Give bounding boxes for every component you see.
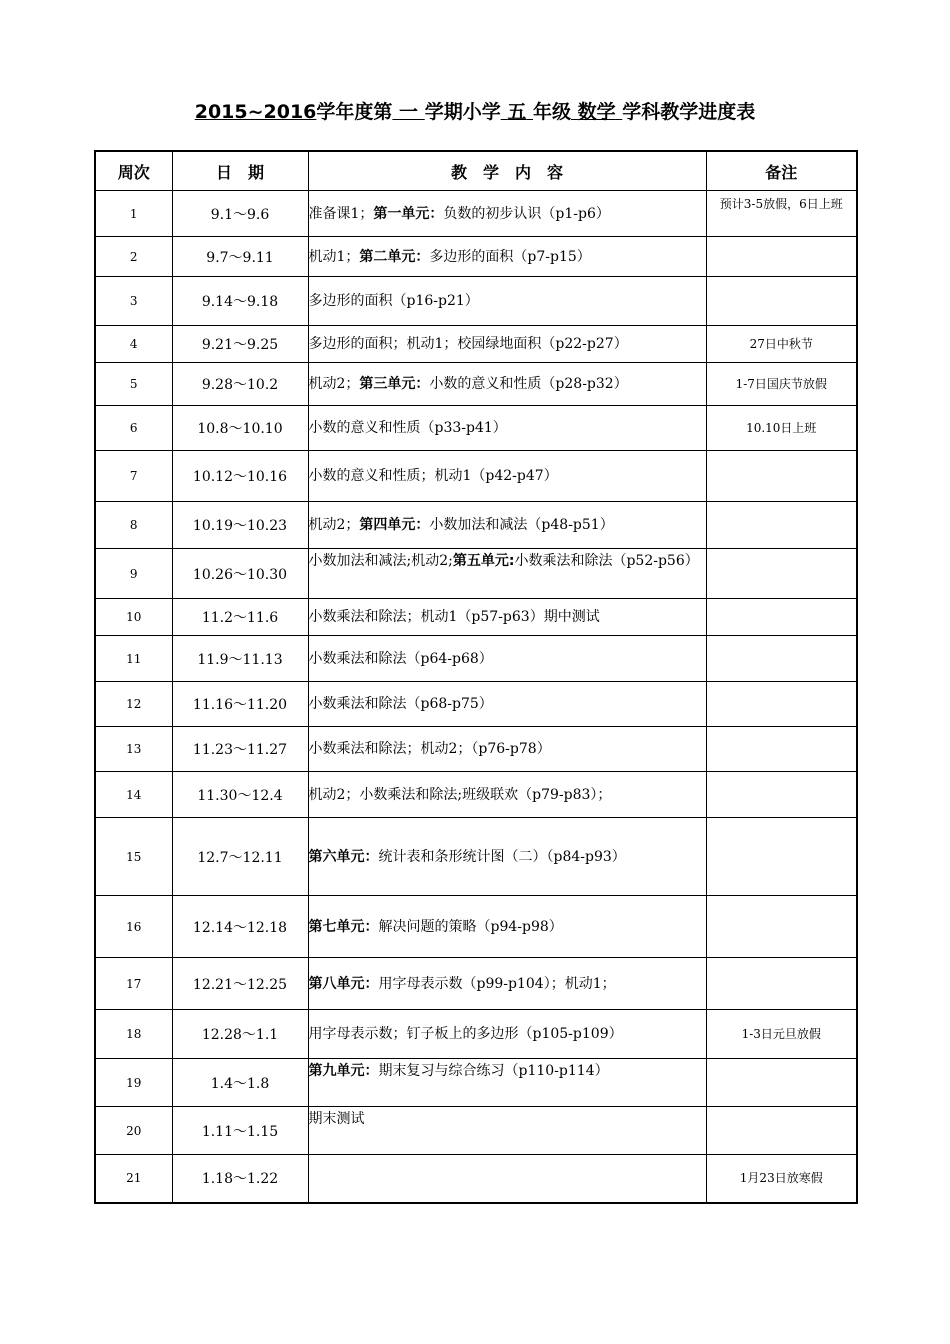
table-row (95, 818, 857, 896)
content-cell (308, 958, 706, 1010)
content-text: 多边形的面积；机动1；校园绿地面积（p22-p27） (308, 336, 628, 352)
content-text: 负数的初步认识（p1-p6） (443, 205, 610, 222)
content-text: 小数的意义和性质（p28-p32） (429, 376, 628, 392)
table-row (95, 1155, 857, 1203)
content-text: 统计表和条形统计图（二）（p84-p93） (378, 848, 626, 865)
week-cell: 10 (95, 599, 172, 636)
content-text: 小数乘法和除法；机动2；（p76-p78） (308, 741, 551, 757)
table-row (95, 451, 857, 502)
schedule-table (94, 150, 858, 1204)
content-cell (308, 727, 706, 772)
week-cell: 11 (95, 636, 172, 682)
title-subject: 数学 (577, 101, 616, 123)
table-row (95, 237, 857, 277)
date-cell: 10.26～10.30 (172, 549, 308, 599)
table-row (95, 958, 857, 1010)
header-week: 周次 (95, 151, 172, 191)
unit-label: 第九单元： (308, 1063, 379, 1079)
content-cell (308, 896, 706, 958)
note-cell (706, 682, 857, 727)
date-cell: 10.19～10.23 (172, 502, 308, 549)
date-cell: 11.30～12.4 (172, 772, 308, 818)
content-text: 小数乘法和除法（p64-p68） (308, 650, 493, 667)
content-text: 小数乘法和除法（p68-p75） (308, 696, 493, 712)
note-cell (706, 1059, 857, 1107)
content-cell (308, 237, 706, 277)
content-prefix: 机动2； (308, 376, 360, 392)
date-cell: 1.18～1.22 (172, 1155, 308, 1203)
date-cell: 12.7～12.11 (172, 818, 308, 896)
content-cell (308, 406, 706, 451)
header-content: 教 学 内 容 (308, 151, 706, 191)
date-cell: 11.23～11.27 (172, 727, 308, 772)
date-cell: 12.14～12.18 (172, 896, 308, 958)
content-cell (308, 1107, 706, 1155)
week-cell: 19 (95, 1059, 172, 1107)
note-cell (706, 636, 857, 682)
content-prefix: 小数加法和减法;机动2; (308, 553, 453, 569)
unit-label: 第四单元： (359, 517, 430, 533)
table-row (95, 191, 857, 237)
week-cell: 9 (95, 549, 172, 599)
content-cell (308, 682, 706, 727)
page-title (0, 100, 950, 124)
note-cell: 1-7日国庆节放假 (706, 363, 857, 406)
week-cell: 1 (95, 191, 172, 237)
note-cell (706, 237, 857, 277)
week-cell: 17 (95, 958, 172, 1010)
table-row (95, 727, 857, 772)
week-cell: 13 (95, 727, 172, 772)
unit-label: 第五单元: (452, 553, 515, 569)
content-text: 小数乘法和除法；机动1（p57-p63）期中测试 (308, 609, 600, 625)
date-cell: 11.16～11.20 (172, 682, 308, 727)
title-text-4: 学科教学进度表 (622, 101, 756, 123)
content-text: 多边形的面积（p16-p21） (308, 293, 479, 309)
content-text: 小数的意义和性质；机动1（p42-p47） (308, 468, 558, 484)
title-grade: 五 (507, 101, 527, 123)
week-cell: 18 (95, 1010, 172, 1059)
header-note: 备注 (706, 151, 857, 191)
date-cell: 9.7～9.11 (172, 237, 308, 277)
content-cell (308, 277, 706, 326)
note-cell: 预计3-5放假，6日上班 (706, 191, 857, 237)
table-row (95, 326, 857, 363)
table-row (95, 1010, 857, 1059)
note-cell (706, 277, 857, 326)
note-cell (706, 772, 857, 818)
week-cell: 20 (95, 1107, 172, 1155)
title-text-2: 学期小学 (424, 101, 501, 123)
table-row (95, 1107, 857, 1155)
note-cell (706, 502, 857, 549)
title-years: 2015~2016 (194, 101, 317, 123)
date-cell: 11.9～11.13 (172, 636, 308, 682)
week-cell: 14 (95, 772, 172, 818)
table-row (95, 896, 857, 958)
week-cell: 12 (95, 682, 172, 727)
date-cell: 9.28～10.2 (172, 363, 308, 406)
note-cell (706, 896, 857, 958)
table-row (95, 502, 857, 549)
week-cell: 3 (95, 277, 172, 326)
content-prefix: 机动1； (308, 248, 360, 265)
content-text: 多边形的面积（p7-p15） (429, 248, 591, 265)
note-cell (706, 958, 857, 1010)
table-row (95, 599, 857, 636)
content-text: 用字母表示数；钉子板上的多边形（p105-p109） (308, 1026, 623, 1042)
note-cell (706, 599, 857, 636)
week-cell: 5 (95, 363, 172, 406)
content-text: 期末复习与综合练习（p110-p114） (378, 1063, 609, 1079)
date-cell: 11.2～11.6 (172, 599, 308, 636)
header-date: 日 期 (172, 151, 308, 191)
note-cell: 1-3日元旦放假 (706, 1010, 857, 1059)
unit-label: 第二单元： (359, 248, 430, 265)
note-cell (706, 549, 857, 599)
date-cell: 9.14～9.18 (172, 277, 308, 326)
table-row (95, 772, 857, 818)
table-row (95, 406, 857, 451)
content-cell (308, 1155, 706, 1203)
note-cell: 27日中秋节 (706, 326, 857, 363)
table-row (95, 277, 857, 326)
content-cell (308, 191, 706, 237)
content-cell (308, 1059, 706, 1107)
note-cell (706, 818, 857, 896)
content-cell (308, 451, 706, 502)
week-cell: 4 (95, 326, 172, 363)
unit-label: 第六单元： (308, 848, 379, 865)
table-row (95, 549, 857, 599)
note-cell (706, 1107, 857, 1155)
content-cell (308, 363, 706, 406)
content-cell (308, 1010, 706, 1059)
date-cell: 10.12～10.16 (172, 451, 308, 502)
header-row (95, 151, 857, 191)
unit-label: 第三单元： (359, 376, 430, 392)
table-row (95, 636, 857, 682)
week-cell: 2 (95, 237, 172, 277)
content-cell (308, 326, 706, 363)
table-row (95, 682, 857, 727)
note-cell (706, 727, 857, 772)
content-prefix: 机动2； (308, 517, 360, 533)
table-row (95, 1059, 857, 1107)
date-cell: 9.21～9.25 (172, 326, 308, 363)
content-text: 期末测试 (308, 1111, 365, 1127)
note-cell: 10.10日上班 (706, 406, 857, 451)
content-prefix: 准备课1； (308, 205, 374, 222)
content-text: 小数的意义和性质（p33-p41） (308, 420, 507, 436)
week-cell: 7 (95, 451, 172, 502)
table-row (95, 363, 857, 406)
title-text-1: 学年度第 (316, 101, 393, 123)
content-cell (308, 636, 706, 682)
date-cell: 1.4～1.8 (172, 1059, 308, 1107)
week-cell: 16 (95, 896, 172, 958)
date-cell: 1.11～1.15 (172, 1107, 308, 1155)
week-cell: 8 (95, 502, 172, 549)
content-text: 机动2；小数乘法和除法;班级联欢（p79-p83）； (308, 786, 612, 803)
note-cell (706, 451, 857, 502)
unit-label: 第八单元： (308, 975, 379, 992)
week-cell: 21 (95, 1155, 172, 1203)
content-cell (308, 502, 706, 549)
title-term: 一 (399, 101, 419, 123)
content-cell (308, 772, 706, 818)
date-cell: 12.28～1.1 (172, 1010, 308, 1059)
content-text: 小数加法和减法（p48-p51） (429, 517, 614, 533)
unit-label: 第一单元： (373, 205, 444, 222)
date-cell: 12.21～12.25 (172, 958, 308, 1010)
content-cell (308, 599, 706, 636)
content-text: 小数乘法和除法（p52-p56） (514, 553, 699, 569)
note-cell: 1月23日放寒假 (706, 1155, 857, 1203)
date-cell: 10.8～10.10 (172, 406, 308, 451)
content-cell (308, 818, 706, 896)
week-cell: 6 (95, 406, 172, 451)
title-text-3: 年级 (532, 101, 571, 123)
content-text: 用字母表示数（p99-p104）；机动1； (378, 975, 616, 992)
date-cell: 9.1～9.6 (172, 191, 308, 237)
content-text: 解决问题的策略（p94-p98） (378, 918, 563, 935)
content-cell (308, 549, 706, 599)
unit-label: 第七单元： (308, 918, 379, 935)
week-cell: 15 (95, 818, 172, 896)
